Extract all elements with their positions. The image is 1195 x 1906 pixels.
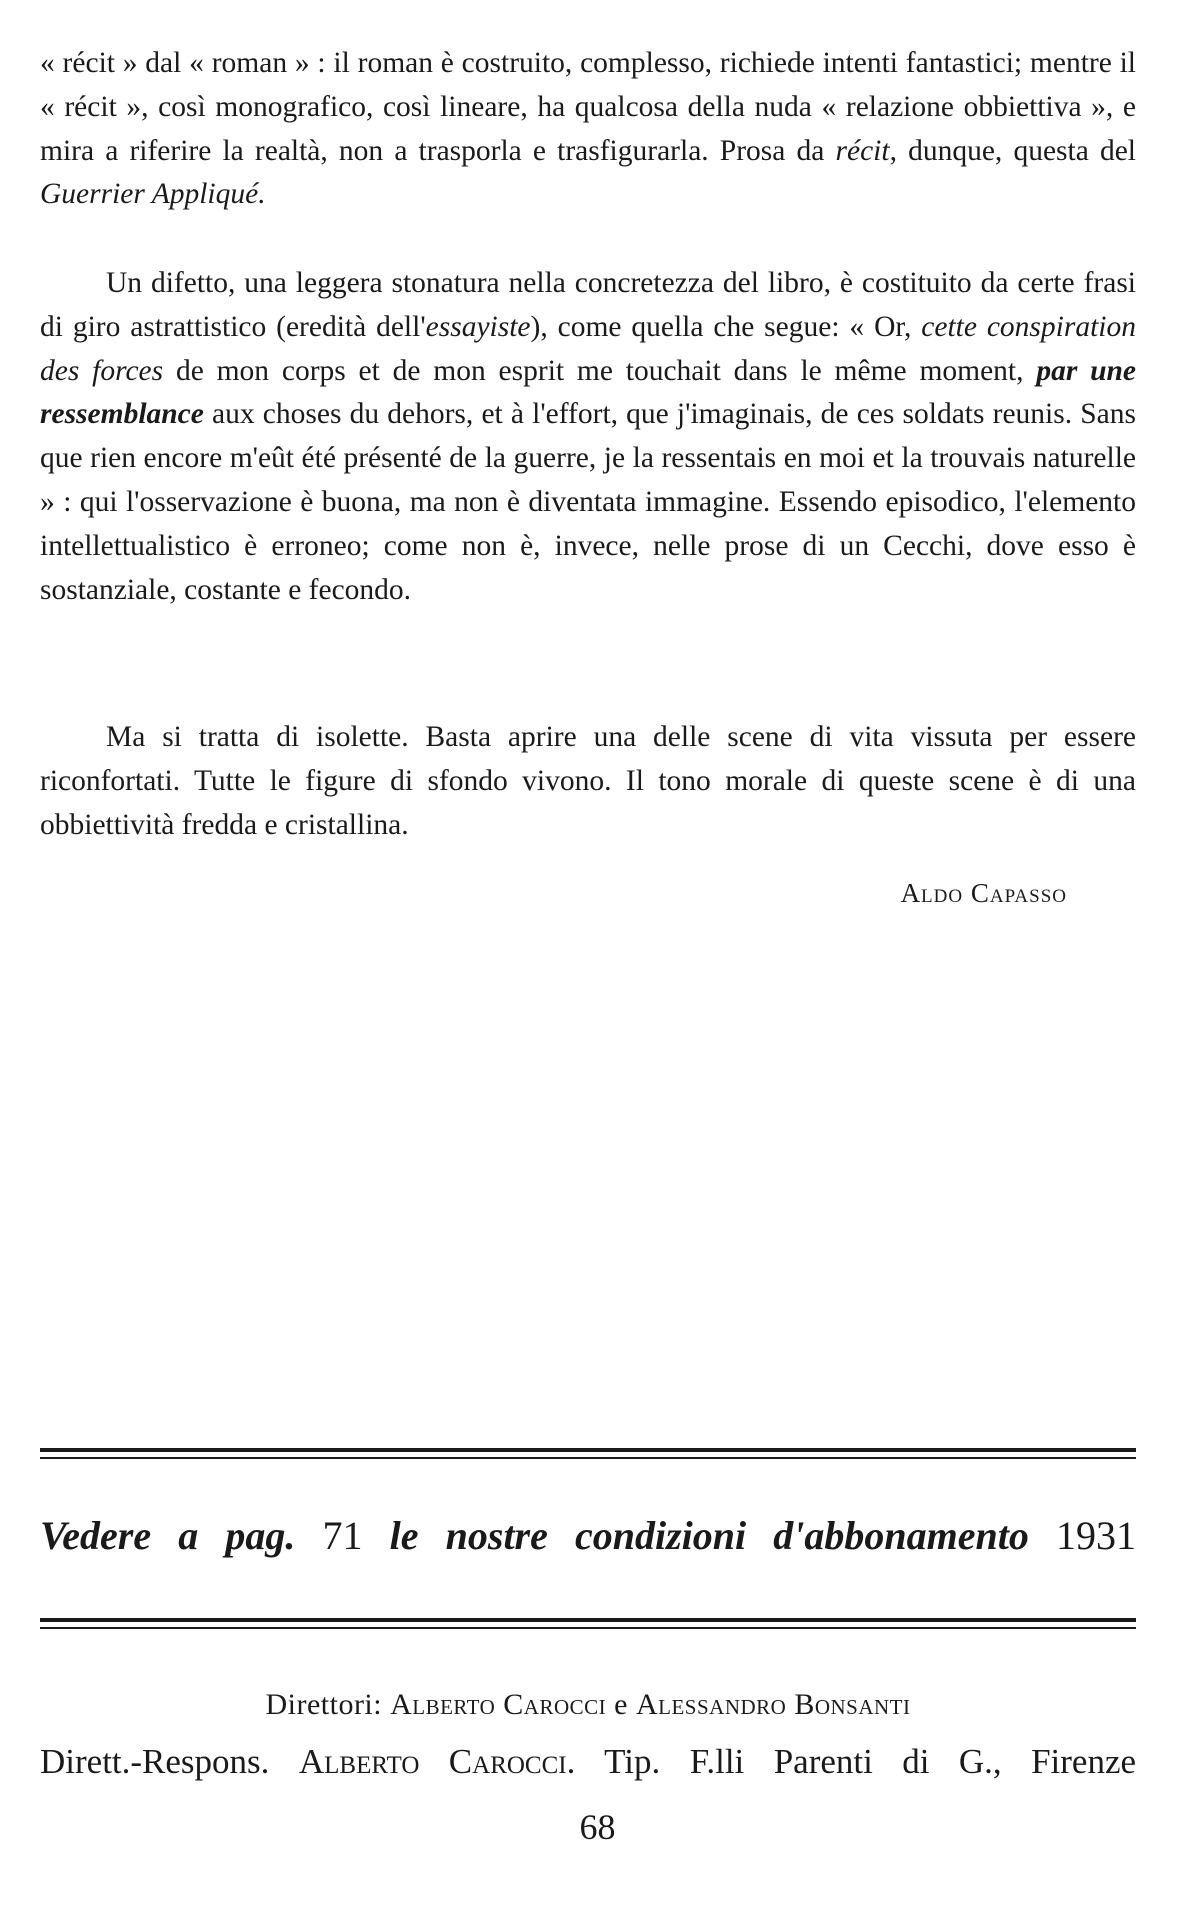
paragraph-text: Un difetto, una leggera stonatura nella concretezza del libro, è costituito da certe frasi di giro astrattistico (eredità dell' <box>40 267 1136 343</box>
subscription-notice <box>40 1508 1136 1564</box>
page-reference: 71 <box>322 1513 363 1558</box>
joiner-text: e <box>614 1688 628 1721</box>
directors-line <box>40 1688 1136 1722</box>
page-number: 68 <box>579 1807 616 1847</box>
paragraph-text: aux choses du dehors, et à l'effort, que j'imaginais, de ces soldats reunis. Sans que rien encore m'eût été présenté de la guerre, je la ressentais en moi et la trouvais naturelle » : qui l'osservazione è buona, ma non è diventata immagine. Essendo episodico, l'elemento intellettualistico è erroneo; come non è, invece, nelle prose di un Cecchi, dove esso è sostanziale, costante e fecondo. <box>40 398 1136 606</box>
paragraph-text: de mon corps et de mon esprit me touchait dans le même moment, <box>163 354 1037 387</box>
paragraph-text: « récit » dal « roman » : il roman è costruito, complesso, richiede intenti fantastici; mentre il « récit », così monografico, così lineare, ha qualcosa della nuda « relazione obbiettiva », e mira a riferire la realtà, non a trasporla e trasfigurarla. Prosa da <box>40 47 1136 167</box>
printer-info: Tip. F.lli Parenti di G., Firenze <box>604 1742 1137 1781</box>
publisher-label: Dirett.-Respons. <box>40 1742 270 1781</box>
italic-text: cette conspiration des forces <box>40 310 1136 387</box>
director-name: Alessandro Bonsanti <box>635 1688 911 1721</box>
publisher-line <box>40 1742 1136 1782</box>
paragraph-text: , dunque, questa del <box>889 134 1136 167</box>
book-title: Guerrier Appliqué. <box>40 178 266 211</box>
directors-label: Direttori: <box>265 1688 383 1721</box>
divider-rule <box>40 1448 1136 1452</box>
year: 1931 <box>1056 1513 1137 1558</box>
responsible-director: Alberto Carocci. <box>298 1742 576 1781</box>
director-name: Alberto Carocci <box>390 1688 607 1721</box>
notice-text: Vedere a pag. <box>40 1513 296 1558</box>
divider-rule <box>40 1627 1136 1629</box>
divider-rule <box>40 1618 1136 1622</box>
italic-text: récit <box>835 134 890 167</box>
italic-text: essayiste <box>425 310 531 343</box>
article-paragraph-1 <box>40 42 1136 217</box>
paragraph-text: Ma si tratta di isolette. Basta aprire una delle scene di vita vissuta per essere riconfortati. Tutte le figure di sfondo vivono. Il tono morale di queste scene è di una obbiettività fredda e cristallina. <box>40 721 1136 841</box>
author-signature: Aldo Capasso <box>900 878 1067 908</box>
article-paragraph-3 <box>40 716 1136 847</box>
divider-rule <box>40 1457 1136 1459</box>
notice-text: le nostre condizioni d'abbonamento <box>389 1513 1029 1558</box>
article-paragraph-2 <box>40 262 1136 612</box>
emphasis-text: par une ressemblance <box>40 354 1137 431</box>
paragraph-text: ), come quella che segue: « Or, <box>530 310 922 343</box>
